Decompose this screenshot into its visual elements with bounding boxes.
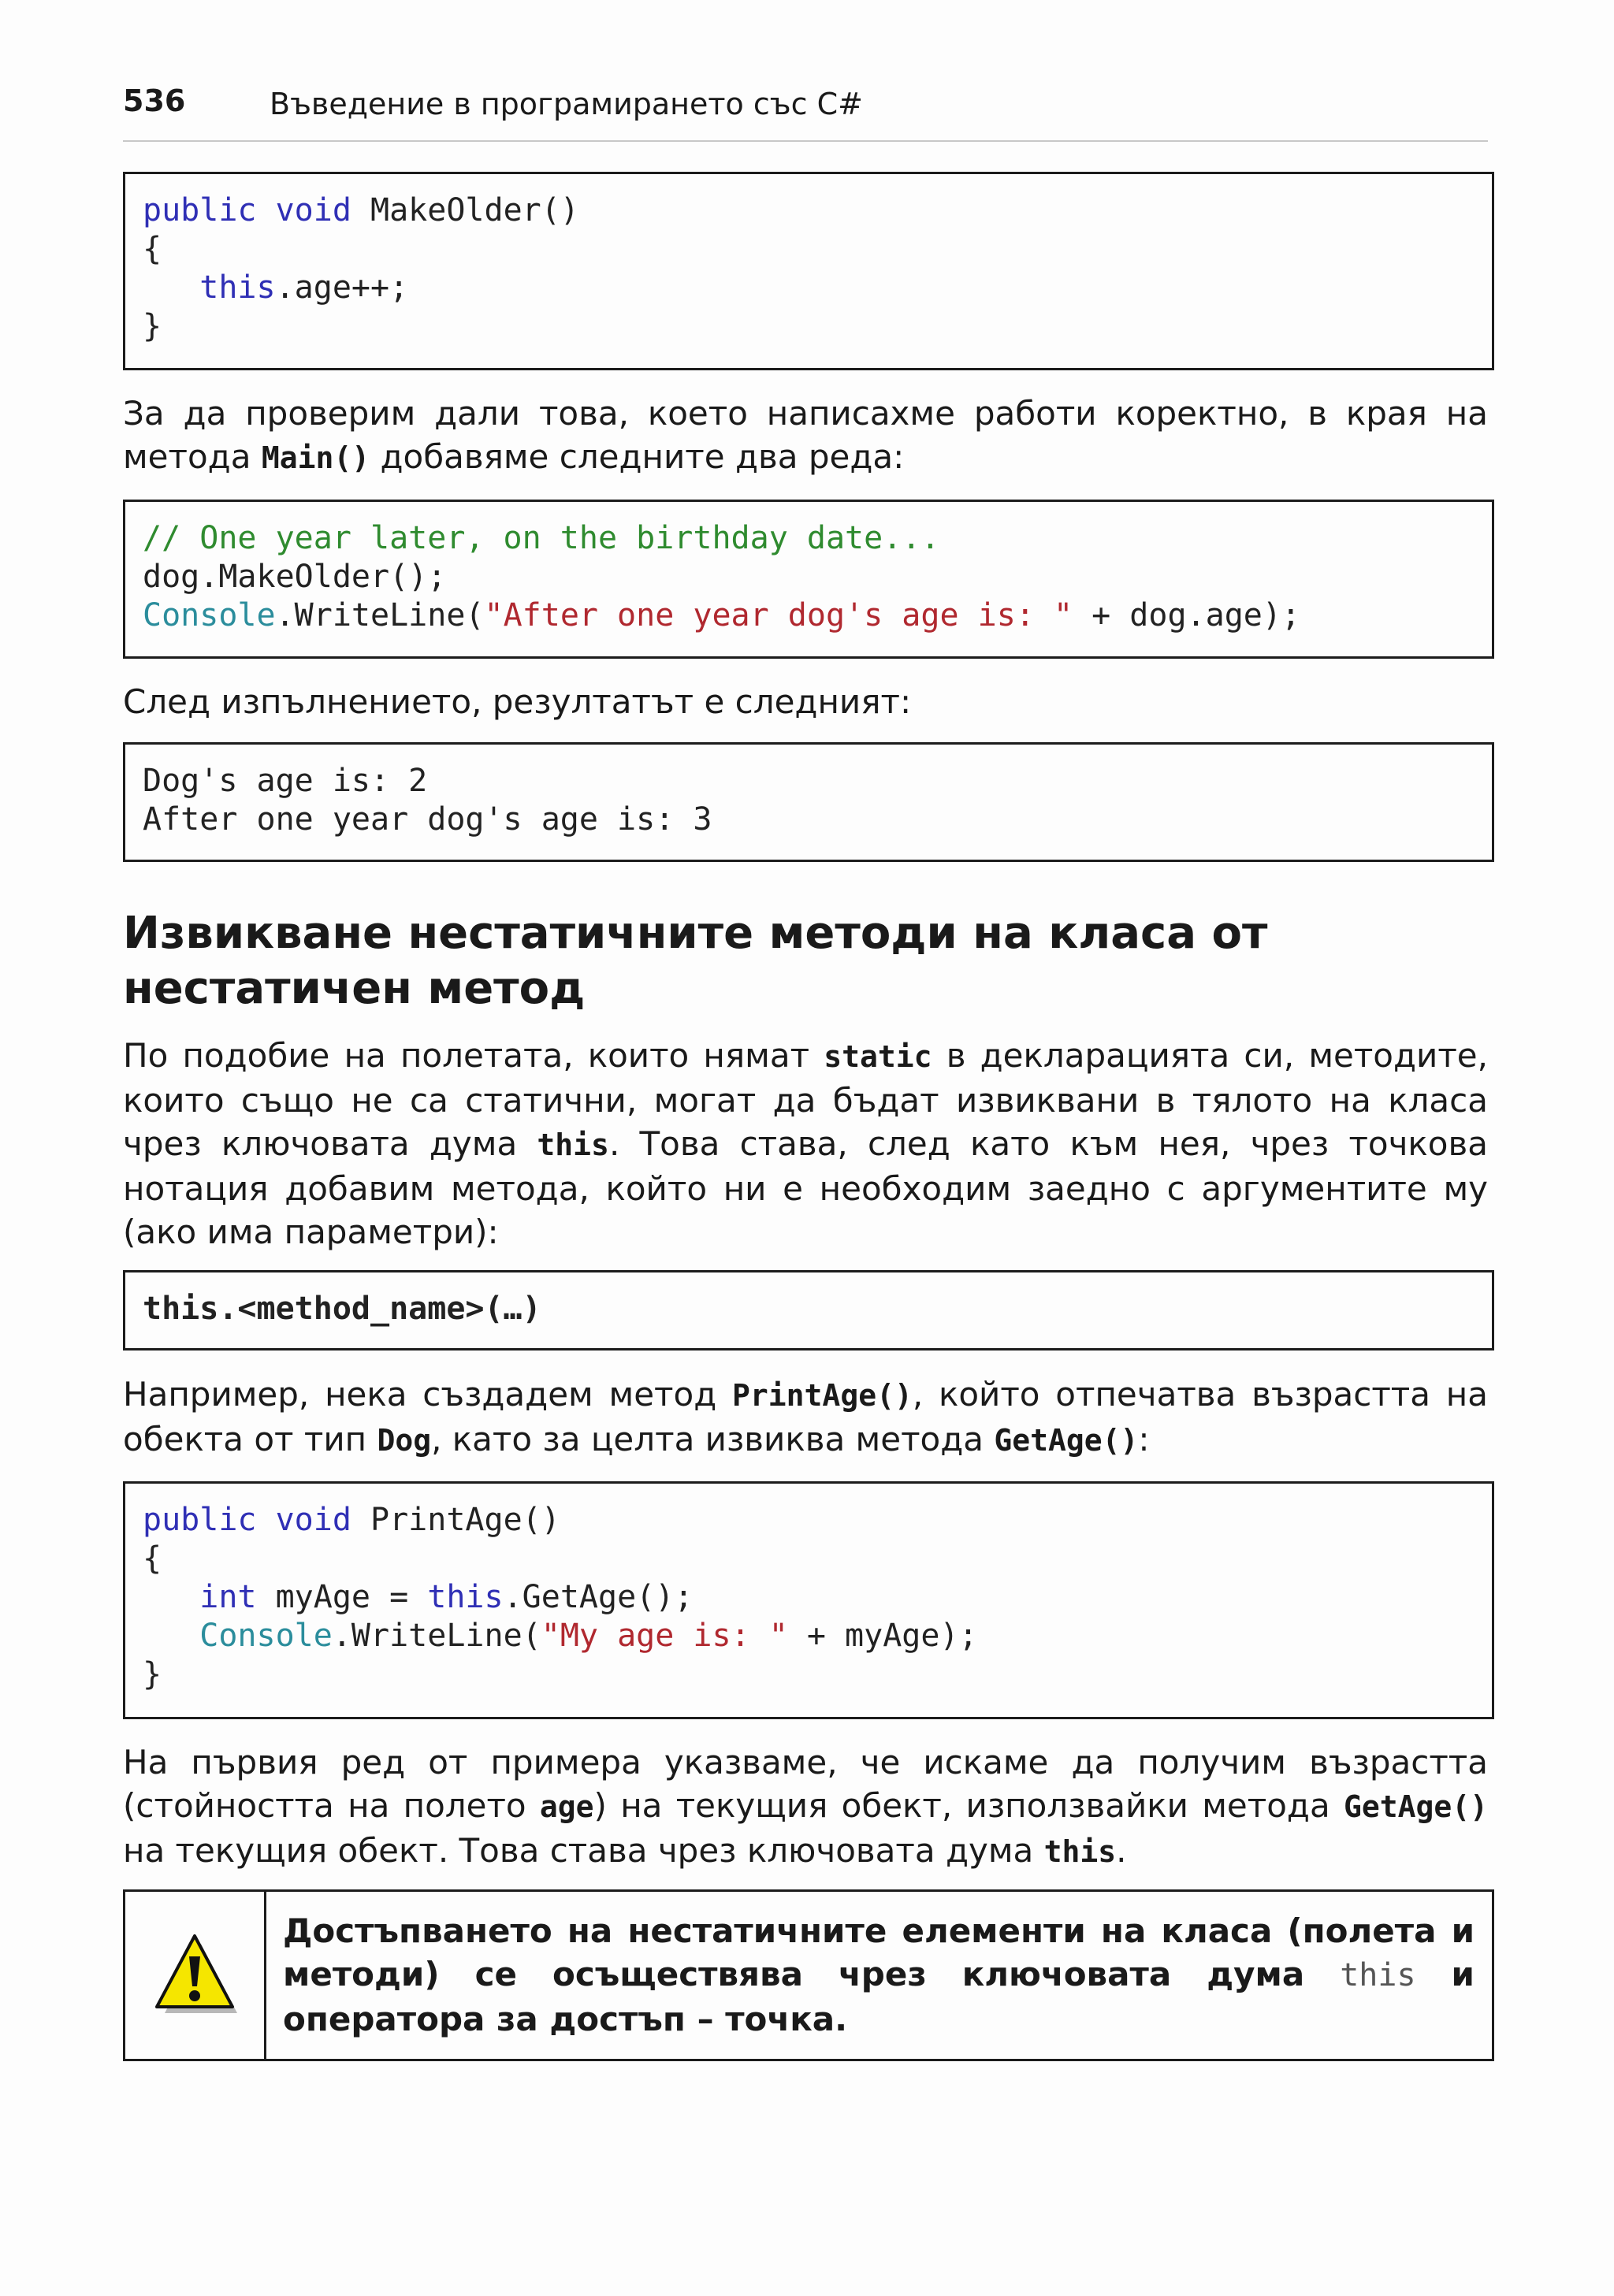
code-text: .age++;	[275, 269, 409, 306]
code-class: Console	[143, 597, 276, 633]
code-keyword: int	[199, 1579, 257, 1615]
code-keyword: public void	[143, 192, 351, 228]
inline-code: age	[539, 1789, 594, 1824]
inline-code: this	[1340, 1957, 1416, 1993]
code-block-birthday: // One year later, on the birthday date... dog.MakeOlder(); Console.WriteLine("After one year dog's age is: " + dog.age);	[123, 500, 1494, 659]
code-text: dog.MakeOlder();	[143, 559, 447, 595]
code-keyword: public void	[143, 1502, 351, 1538]
page-header	[123, 84, 1488, 142]
paragraph-nonstatic: По подобие на полетата, които нямат static в декларацията си, методите, които също не са статични, могат да бъдат извиквани в тялото на класа чрез ключовата дума this. Това става, след като към нея, чрез точкова нотация добавим метода, който ни е необходим заедно с аргументите му (ако има параметри):	[123, 1036, 1488, 1251]
code-text: PrintAge()	[351, 1502, 560, 1538]
note-box	[123, 1889, 1494, 2061]
page-number: 536	[123, 84, 186, 118]
inline-code: this	[537, 1128, 609, 1162]
inline-code: Dog	[377, 1423, 432, 1458]
section-heading: Извикване нестатичните методи на класа от нестатичен метод	[123, 908, 1268, 1014]
output-line: Dog's age is: 2	[143, 763, 428, 799]
inline-code: Main()	[261, 440, 370, 475]
paragraph-check: За да проверим дали това, което написахме работи коректно, в края на метода Main() добавяме следните два реда:	[123, 394, 1488, 476]
inline-code: GetAge()	[1343, 1789, 1488, 1824]
inline-code: this	[1043, 1834, 1117, 1869]
code-keyword: this	[427, 1579, 504, 1615]
code-keyword: this	[199, 269, 276, 306]
code-block-make-older	[123, 172, 1494, 370]
code-text: }	[143, 308, 162, 344]
inline-code: GetAge()	[994, 1423, 1139, 1458]
code-string: "After one year dog's age is: "	[484, 597, 1073, 633]
paragraph-explanation: На първия ред от примера указваме, че искаме да получим възрастта (стойността на полето age) на текущия обект, използвайки метода GetAge() на текущия обект. Това става чрез ключовата дума this.	[123, 1743, 1488, 1870]
warning-icon	[149, 1931, 240, 2018]
code-block-print-age: public void PrintAge() { int myAge = this.GetAge(); Console.WriteLine("My age is: " + myAge); }	[123, 1481, 1494, 1719]
note-icon-cell	[125, 1892, 266, 2059]
code-string: "My age is: "	[541, 1618, 788, 1654]
paragraph-example: Например, нека създадем метод PrintAge(), който отпечатва възрастта на обекта от тип Dog, като за целта извиква метода GetAge():	[123, 1375, 1488, 1458]
code-text: }	[143, 1656, 162, 1692]
output-line: After one year dog's age is: 3	[143, 801, 712, 838]
inline-code: PrintAge()	[732, 1378, 913, 1413]
code-text: MakeOlder()	[351, 192, 579, 228]
code-text: {	[143, 231, 162, 267]
code-comment: // One year later, on the birthday date...	[143, 520, 940, 556]
note-text: Достъпването на нестатичните елементи на класа (полета и методи) се осъществява чрез ключовата дума this и оператора за достъп – точка.	[283, 1911, 1475, 2038]
syntax-block	[123, 1270, 1494, 1350]
paragraph-result: След изпълнението, резултатът е следният:	[123, 682, 912, 721]
code-text: {	[143, 1540, 162, 1577]
syntax-text: this.<method_name>(…)	[143, 1291, 541, 1327]
inline-code: static	[824, 1039, 932, 1074]
output-block	[123, 742, 1494, 862]
code-class: Console	[199, 1618, 333, 1654]
book-title: Въведение в програмирането със C#	[270, 87, 863, 121]
